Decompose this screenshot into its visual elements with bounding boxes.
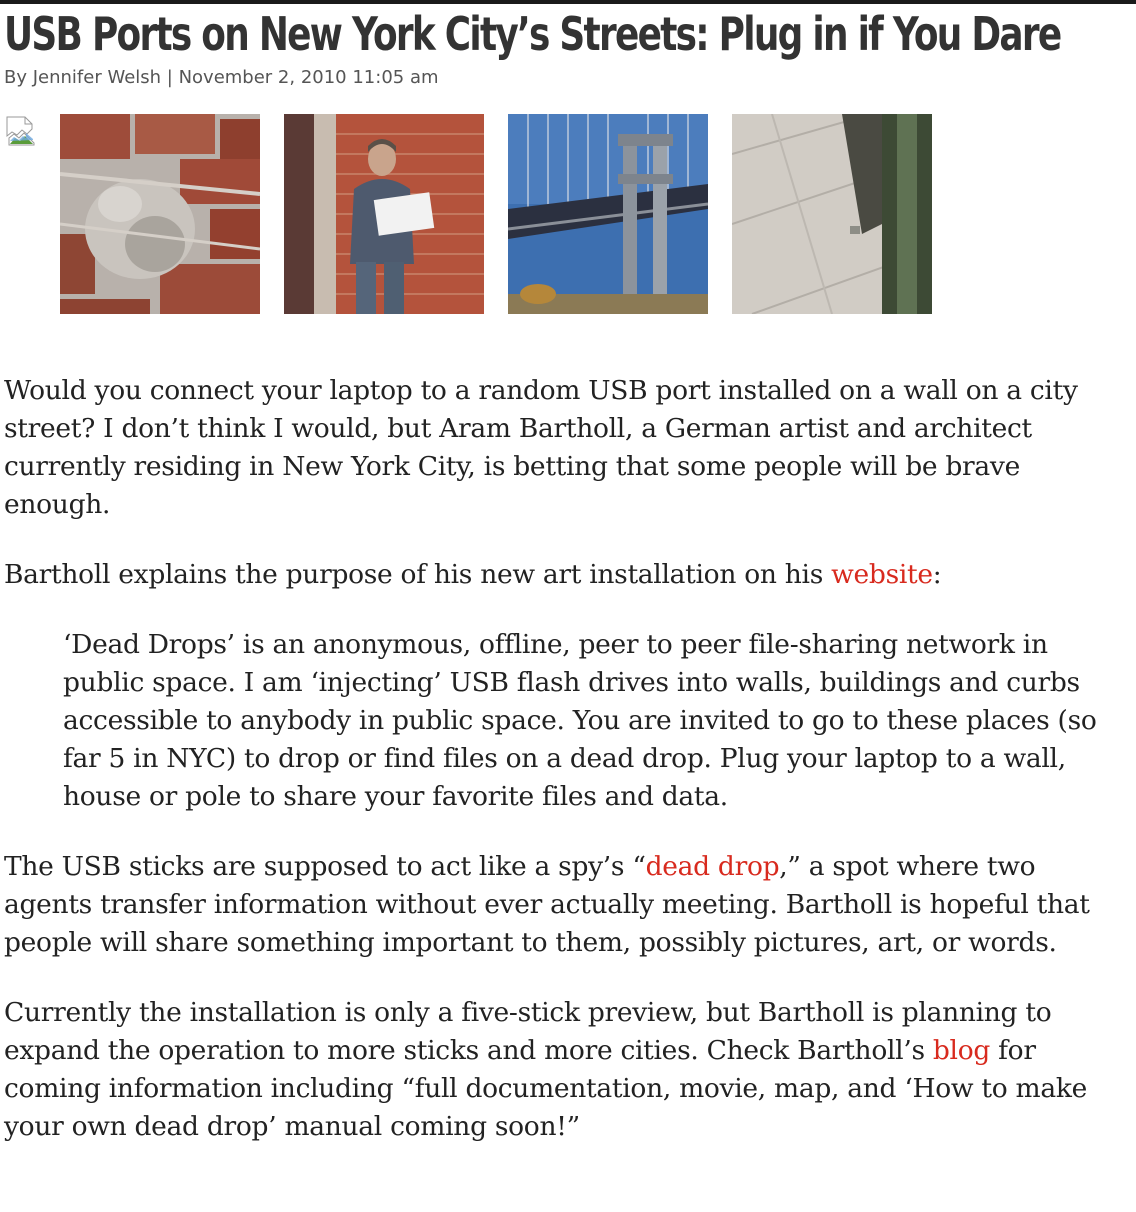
article-body (4, 372, 1124, 1178)
blog-link[interactable]: blog (932, 1035, 991, 1066)
paragraph-text: The USB sticks are supposed to act like a spy’s “ (4, 851, 646, 882)
sidewalk-pole-image (732, 114, 932, 314)
dead-drop-link[interactable]: dead drop (645, 851, 780, 882)
website-link[interactable]: website (831, 559, 933, 590)
paragraph-blog (4, 994, 1124, 1146)
gallery-thumb-brick-wall[interactable] (60, 114, 260, 314)
bridge-image (508, 114, 708, 314)
paragraph-intro: Would you connect your laptop to a random USB port installed on a wall on a city street? I don’t think I would, but Aram Bartholl, a German artist and architect currently residing in New York City, is betting that some people will be brave enough. (4, 375, 1078, 520)
artist-quote: ‘Dead Drops’ is an anonymous, offline, peer to peer file-sharing network in public space. I am ‘injecting’ USB flash drives into walls, buildings and curbs accessible to anybody in public space. You are invited to go to these places (so far 5 in NYC) to drop or find files on a dead drop. Plug your laptop to a wall, house or pole to share your favorite files and data. (63, 629, 1097, 812)
gallery-thumb-sidewalk[interactable] (732, 114, 932, 314)
paragraph-text: ,” a spot where two agents transfer information without ever actually meeting. Bartholl is hopeful that people will share something important to them, possibly pictures, art, or words. (4, 851, 1090, 958)
broken-image-icon[interactable] (6, 116, 36, 146)
article-byline: By Jennifer Welsh | November 2, 2010 11:05 am (4, 67, 439, 88)
paragraph-website (4, 556, 1124, 594)
man-with-laptop-image (284, 114, 484, 314)
paragraph-text: for coming information including “full documentation, movie, map, and ‘How to make your own dead drop’ manual coming soon!” (4, 1035, 1088, 1142)
paragraph-dead-drop (4, 848, 1124, 962)
paragraph-text: Bartholl explains the purpose of his new art installation on his (4, 559, 832, 590)
paragraph-text: : (932, 559, 942, 590)
brick-wall-image (60, 114, 260, 314)
article-title: USB Ports on New York City’s Streets: Plug in if You Dare (4, 7, 1061, 61)
gallery-thumb-man-laptop[interactable] (284, 114, 484, 314)
gallery-thumb-bridge[interactable] (508, 114, 708, 314)
paragraph-text: Currently the installation is only a five-stick preview, but Bartholl is planning to expand the operation to more sticks and more cities. Check Bartholl’s (4, 997, 1052, 1066)
